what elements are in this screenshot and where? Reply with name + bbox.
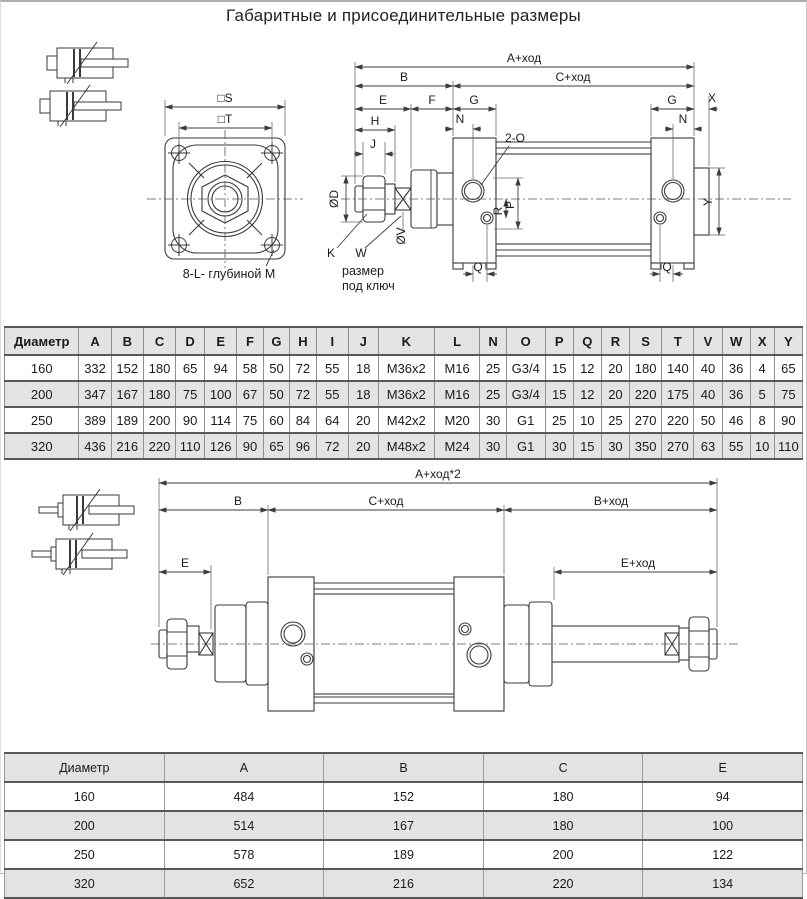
dim-n-left: N bbox=[455, 112, 465, 126]
table-cell: 15 bbox=[573, 433, 601, 459]
dim-label-square-t: □T bbox=[217, 112, 233, 126]
table-cell: 220 bbox=[483, 869, 643, 898]
column-header: W bbox=[722, 327, 750, 355]
dim-v-diameter: ØV bbox=[394, 227, 408, 245]
table-cell: M16 bbox=[434, 381, 479, 407]
table-cell: 18 bbox=[348, 355, 378, 381]
wrench-note-line2: под ключ bbox=[342, 279, 395, 293]
column-header: C bbox=[143, 327, 175, 355]
table-cell: 578 bbox=[164, 840, 324, 869]
label-k: K bbox=[326, 246, 336, 260]
table-cell: 12 bbox=[573, 355, 601, 381]
table-cell: 20 bbox=[348, 433, 378, 459]
column-header: J bbox=[348, 327, 378, 355]
dim-b: B bbox=[399, 70, 409, 84]
table-row bbox=[5, 355, 803, 381]
table-cell: 67 bbox=[237, 381, 263, 407]
table-cell: 60 bbox=[263, 407, 289, 433]
table-cell: 122 bbox=[643, 840, 803, 869]
column-header: T bbox=[662, 327, 694, 355]
table-cell: 160 bbox=[5, 782, 165, 811]
table-cell: 65 bbox=[774, 355, 802, 381]
table-cell: 152 bbox=[324, 782, 484, 811]
table-cell: 94 bbox=[643, 782, 803, 811]
port-count-label: 2-O bbox=[504, 131, 526, 145]
dim-y: Y bbox=[701, 197, 715, 207]
table-cell: 167 bbox=[111, 381, 143, 407]
table-cell: 72 bbox=[316, 433, 348, 459]
column-header: C bbox=[483, 753, 643, 782]
column-header: H bbox=[290, 327, 316, 355]
dim-h: H bbox=[370, 114, 380, 128]
table-cell: 100 bbox=[643, 811, 803, 840]
table-row bbox=[5, 407, 803, 433]
table-cell: 8 bbox=[750, 407, 774, 433]
table-cell: 110 bbox=[176, 433, 205, 459]
table-cell: 30 bbox=[545, 433, 573, 459]
table-cell: G1 bbox=[506, 407, 545, 433]
table-cell: 200 bbox=[143, 407, 175, 433]
table-cell: 25 bbox=[480, 381, 506, 407]
column-header: G bbox=[263, 327, 289, 355]
table-cell: 216 bbox=[111, 433, 143, 459]
table-cell: 75 bbox=[774, 381, 802, 407]
table-cell: 90 bbox=[237, 433, 263, 459]
table-cell: 114 bbox=[205, 407, 237, 433]
flange-holes-note: 8-L- глубиной M bbox=[182, 267, 276, 281]
column-header: R bbox=[601, 327, 629, 355]
table-cell: 167 bbox=[324, 811, 484, 840]
column-header: Диаметр bbox=[5, 753, 165, 782]
table-row bbox=[5, 869, 803, 898]
table-cell: 94 bbox=[205, 355, 237, 381]
table-cell: 180 bbox=[143, 355, 175, 381]
dim2-e: E bbox=[180, 556, 190, 570]
table-cell: 350 bbox=[629, 433, 661, 459]
dimension-table-doublerod bbox=[4, 752, 803, 899]
table-cell: 10 bbox=[750, 433, 774, 459]
table-cell: 189 bbox=[324, 840, 484, 869]
table-cell: 58 bbox=[237, 355, 263, 381]
table-cell: G3/4 bbox=[506, 381, 545, 407]
table-cell: 134 bbox=[643, 869, 803, 898]
table-cell: 84 bbox=[290, 407, 316, 433]
column-header: K bbox=[378, 327, 434, 355]
table-cell: 180 bbox=[629, 355, 661, 381]
column-header: N bbox=[480, 327, 506, 355]
table-cell: M24 bbox=[434, 433, 479, 459]
column-header: D bbox=[176, 327, 205, 355]
table-cell: 175 bbox=[662, 381, 694, 407]
table-row bbox=[5, 433, 803, 459]
column-header: A bbox=[79, 327, 111, 355]
table-cell: 30 bbox=[480, 407, 506, 433]
table-cell: 220 bbox=[629, 381, 661, 407]
dim-label-square-s: □S bbox=[217, 91, 233, 105]
label-w: W bbox=[355, 246, 367, 260]
table-cell: G3/4 bbox=[506, 355, 545, 381]
column-header: Диаметр bbox=[5, 327, 79, 355]
cylinder-symbol-basic-2 bbox=[40, 85, 121, 127]
table-cell: 652 bbox=[164, 869, 324, 898]
side-view-body bbox=[355, 138, 709, 269]
table-cell: 18 bbox=[348, 381, 378, 407]
table-cell: 65 bbox=[263, 433, 289, 459]
dim2-c-stroke: C+ход bbox=[368, 494, 404, 508]
dim-f: F bbox=[428, 93, 436, 107]
cylinder-symbol-basic-1 bbox=[47, 42, 128, 84]
table-cell: 100 bbox=[205, 381, 237, 407]
table-cell: 15 bbox=[545, 355, 573, 381]
column-header: A bbox=[164, 753, 324, 782]
table-cell: 5 bbox=[750, 381, 774, 407]
column-header: F bbox=[237, 327, 263, 355]
table-cell: 25 bbox=[480, 355, 506, 381]
dim-e: E bbox=[378, 93, 388, 107]
column-header: P bbox=[545, 327, 573, 355]
table-cell: 40 bbox=[694, 355, 722, 381]
dim2-e-stroke: E+ход bbox=[620, 556, 656, 570]
dim-a-stroke: A+ход bbox=[506, 51, 542, 65]
table-row bbox=[5, 782, 803, 811]
table-cell: 72 bbox=[290, 381, 316, 407]
table-cell: 484 bbox=[164, 782, 324, 811]
dimension-table-main bbox=[4, 326, 803, 460]
table-cell: M48x2 bbox=[378, 433, 434, 459]
table-cell: 36 bbox=[722, 381, 750, 407]
column-header: E bbox=[205, 327, 237, 355]
table-cell: 320 bbox=[5, 869, 165, 898]
column-header: B bbox=[324, 753, 484, 782]
table-cell: 36 bbox=[722, 355, 750, 381]
table-row bbox=[5, 811, 803, 840]
table-cell: 30 bbox=[480, 433, 506, 459]
table-cell: 140 bbox=[662, 355, 694, 381]
table-cell: 40 bbox=[694, 381, 722, 407]
table-cell: 55 bbox=[316, 381, 348, 407]
wrench-note-line1: размер bbox=[342, 264, 384, 278]
column-header: V bbox=[694, 327, 722, 355]
table-cell: 126 bbox=[205, 433, 237, 459]
table-cell: M36x2 bbox=[378, 355, 434, 381]
column-header: S bbox=[629, 327, 661, 355]
table-cell: 514 bbox=[164, 811, 324, 840]
dim-j: J bbox=[370, 137, 376, 151]
dim-r: R bbox=[491, 206, 505, 216]
table-cell: 250 bbox=[5, 840, 165, 869]
table-cell: 270 bbox=[629, 407, 661, 433]
table-cell: 347 bbox=[79, 381, 111, 407]
table-cell: 436 bbox=[79, 433, 111, 459]
table-cell: 55 bbox=[722, 433, 750, 459]
cylinder-symbol-doublerod-1 bbox=[39, 489, 134, 531]
table-cell: 216 bbox=[324, 869, 484, 898]
table-cell: 96 bbox=[290, 433, 316, 459]
table-cell: 75 bbox=[176, 381, 205, 407]
table-cell: G1 bbox=[506, 433, 545, 459]
table-cell: 220 bbox=[143, 433, 175, 459]
table-cell: 389 bbox=[79, 407, 111, 433]
table-cell: 12 bbox=[573, 381, 601, 407]
table-cell: 250 bbox=[5, 407, 79, 433]
table-cell: 189 bbox=[111, 407, 143, 433]
column-header: Q bbox=[573, 327, 601, 355]
table-cell: 75 bbox=[237, 407, 263, 433]
column-header: X bbox=[750, 327, 774, 355]
column-header: Y bbox=[774, 327, 802, 355]
header-row bbox=[5, 753, 803, 782]
table-cell: 20 bbox=[348, 407, 378, 433]
page-title: Габаритные и присоединительные размеры bbox=[226, 6, 581, 25]
dim-p: P bbox=[503, 200, 517, 210]
dim-g-right: G bbox=[667, 93, 677, 107]
table-cell: 220 bbox=[662, 407, 694, 433]
dim-rod-diameter: ØD bbox=[327, 190, 341, 208]
table-cell: 46 bbox=[722, 407, 750, 433]
dim-c-stroke: C+ход bbox=[555, 70, 591, 84]
table-cell: 180 bbox=[483, 782, 643, 811]
dim-n-right: N bbox=[678, 112, 688, 126]
table-cell: 332 bbox=[79, 355, 111, 381]
table-cell: 63 bbox=[694, 433, 722, 459]
dim-x: X bbox=[707, 91, 717, 105]
table-cell: M36x2 bbox=[378, 381, 434, 407]
table-cell: 64 bbox=[316, 407, 348, 433]
table-cell: M16 bbox=[434, 355, 479, 381]
table-cell: 50 bbox=[263, 381, 289, 407]
table-cell: 200 bbox=[483, 840, 643, 869]
table-cell: 110 bbox=[774, 433, 802, 459]
table-cell: 72 bbox=[290, 355, 316, 381]
table-cell: 180 bbox=[483, 811, 643, 840]
column-header: L bbox=[434, 327, 479, 355]
dim2-b-stroke: B+ход bbox=[593, 494, 629, 508]
table-cell: 25 bbox=[545, 407, 573, 433]
table-cell: M42x2 bbox=[378, 407, 434, 433]
table-cell: 20 bbox=[601, 355, 629, 381]
table-cell: 30 bbox=[601, 433, 629, 459]
table-cell: 320 bbox=[5, 433, 79, 459]
header-row bbox=[5, 327, 803, 355]
dim2-a-stroke2: A+ход*2 bbox=[415, 467, 461, 481]
table-row bbox=[5, 840, 803, 869]
dim-g-left: G bbox=[469, 93, 479, 107]
table-cell: 25 bbox=[601, 407, 629, 433]
table-cell: M20 bbox=[434, 407, 479, 433]
table-cell: 50 bbox=[263, 355, 289, 381]
table-cell: 270 bbox=[662, 433, 694, 459]
table-cell: 152 bbox=[111, 355, 143, 381]
table-cell: 15 bbox=[545, 381, 573, 407]
dim-q-left: Q bbox=[473, 260, 483, 274]
table-cell: 4 bbox=[750, 355, 774, 381]
table-cell: 65 bbox=[176, 355, 205, 381]
table-cell: 200 bbox=[5, 381, 79, 407]
cylinder-symbol-doublerod-2 bbox=[32, 533, 127, 575]
table-cell: 20 bbox=[601, 381, 629, 407]
table-cell: 160 bbox=[5, 355, 79, 381]
column-header: B bbox=[111, 327, 143, 355]
table-cell: 90 bbox=[774, 407, 802, 433]
table-cell: 180 bbox=[143, 381, 175, 407]
table-cell: 55 bbox=[316, 355, 348, 381]
drawing-double-rod-cylinder bbox=[1, 457, 806, 745]
table-row bbox=[5, 381, 803, 407]
dim-q-right: Q bbox=[662, 260, 672, 274]
table-cell: 200 bbox=[5, 811, 165, 840]
column-header: O bbox=[506, 327, 545, 355]
column-header: E bbox=[643, 753, 803, 782]
drawing-single-rod-cylinder bbox=[1, 38, 806, 312]
table-cell: 10 bbox=[573, 407, 601, 433]
table-cell: 50 bbox=[694, 407, 722, 433]
dim2-b: B bbox=[233, 494, 243, 508]
column-header: I bbox=[316, 327, 348, 355]
table-cell: 90 bbox=[176, 407, 205, 433]
